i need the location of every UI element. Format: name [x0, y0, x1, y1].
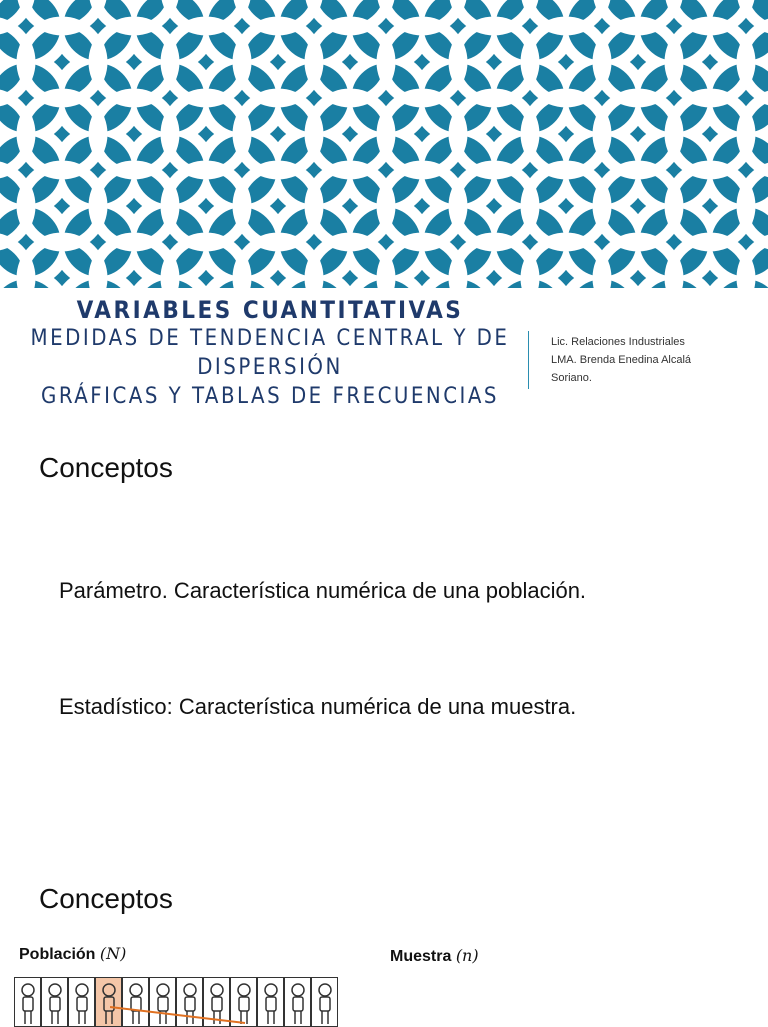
author-line-2: LMA. Brenda Enedina Alcalá: [551, 354, 692, 366]
person-icon: [311, 977, 338, 1027]
parametro-definition: Parámetro. Característica numérica de una población.: [59, 578, 587, 603]
author-line-1: Lic. Relaciones Industriales: [551, 336, 685, 348]
person-icon: [284, 977, 311, 1027]
person-icon: [14, 977, 41, 1027]
population-label: Población (N): [19, 944, 127, 963]
person-icon: [257, 977, 284, 1027]
subtitle-line-3: GRÁFICAS Y TABLAS DE FRECUENCIAS: [41, 384, 499, 409]
author-info: [551, 333, 751, 387]
estadistico-definition: Estadístico: Característica numérica de una muestra.: [59, 694, 577, 719]
divider-line: [528, 331, 529, 389]
sample-label: Muestra (n): [390, 946, 479, 965]
decorative-pattern-banner: [0, 0, 768, 288]
person-icon: [41, 977, 68, 1027]
slide2-heading: Conceptos: [39, 883, 173, 914]
subtitle-line-1: MEDIDAS DE TENDENCIA CENTRAL Y DE: [30, 326, 510, 351]
page-title: VARIABLES CUANTITATIVAS: [76, 296, 464, 324]
person-icon: [68, 977, 95, 1027]
title-block: [30, 296, 510, 411]
population-symbol: (N): [99, 944, 127, 963]
selection-arrow-icon: [110, 1005, 250, 1024]
slide1-heading: Conceptos: [39, 452, 173, 483]
sample-symbol: (n): [455, 946, 479, 965]
subtitle-line-2: DISPERSIÓN: [197, 355, 343, 380]
author-line-3: Soriano.: [551, 372, 592, 384]
